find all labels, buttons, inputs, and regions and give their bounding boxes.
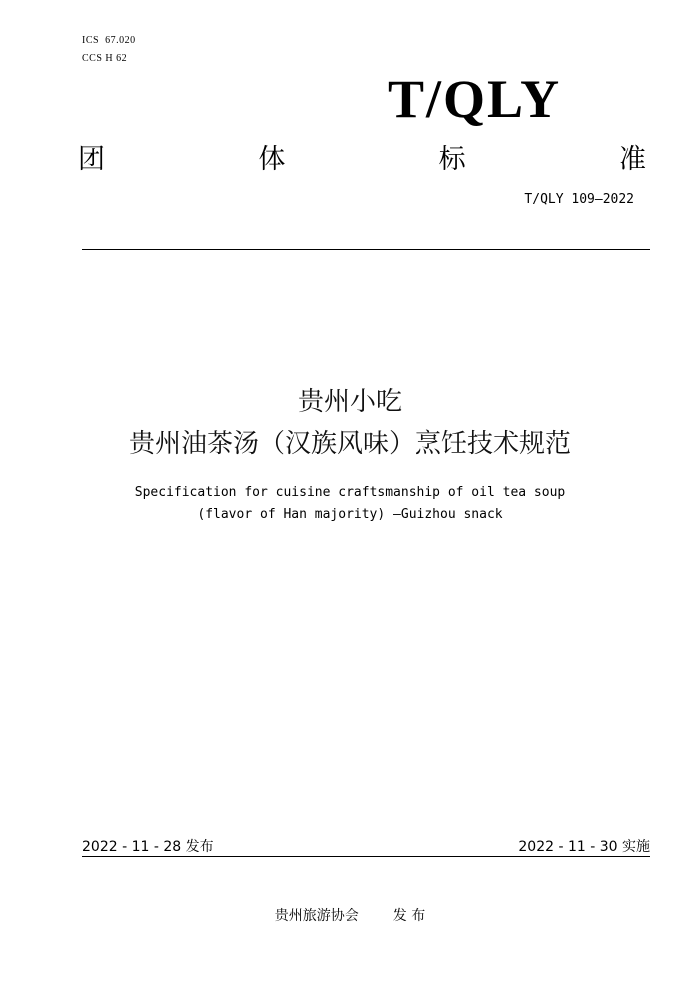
ccs-code-line xyxy=(82,53,127,64)
english-title-line-2: (flavor of Han majority) —Guizhou snack xyxy=(197,507,503,522)
standard-logo: T/QLY xyxy=(388,69,562,129)
standard-number: T/QLY 109—2022 xyxy=(524,192,634,207)
ics-code: 67.020 xyxy=(105,35,136,46)
english-title-line-1: Specification for cuisine craftsmanship of oil tea soup xyxy=(134,485,566,500)
org-type-heading xyxy=(78,137,646,176)
org-type-char: 体 xyxy=(258,144,286,175)
implement-date: 2022 - 11 - 30 实施 xyxy=(518,839,650,855)
top-divider xyxy=(82,249,650,250)
title-line-2: 贵州油茶汤（汉族风味）烹饪技术规范 xyxy=(128,429,571,459)
publisher-action: 发 布 xyxy=(392,908,426,924)
publisher-line xyxy=(0,905,700,925)
ccs-code: H 62 xyxy=(105,53,128,64)
title-line-1: 贵州小吃 xyxy=(297,387,402,417)
bottom-divider xyxy=(82,856,650,857)
org-type-char: 标 xyxy=(438,144,466,175)
publish-date: 2022 - 11 - 28 发布 xyxy=(82,839,214,855)
org-type-char: 团 xyxy=(78,144,105,175)
ics-code-line xyxy=(82,35,136,46)
ics-label: ICS xyxy=(82,35,100,46)
org-type-char: 准 xyxy=(618,144,646,175)
ccs-label: CCS xyxy=(82,53,103,64)
publisher-name: 贵州旅游协会 xyxy=(274,908,359,924)
